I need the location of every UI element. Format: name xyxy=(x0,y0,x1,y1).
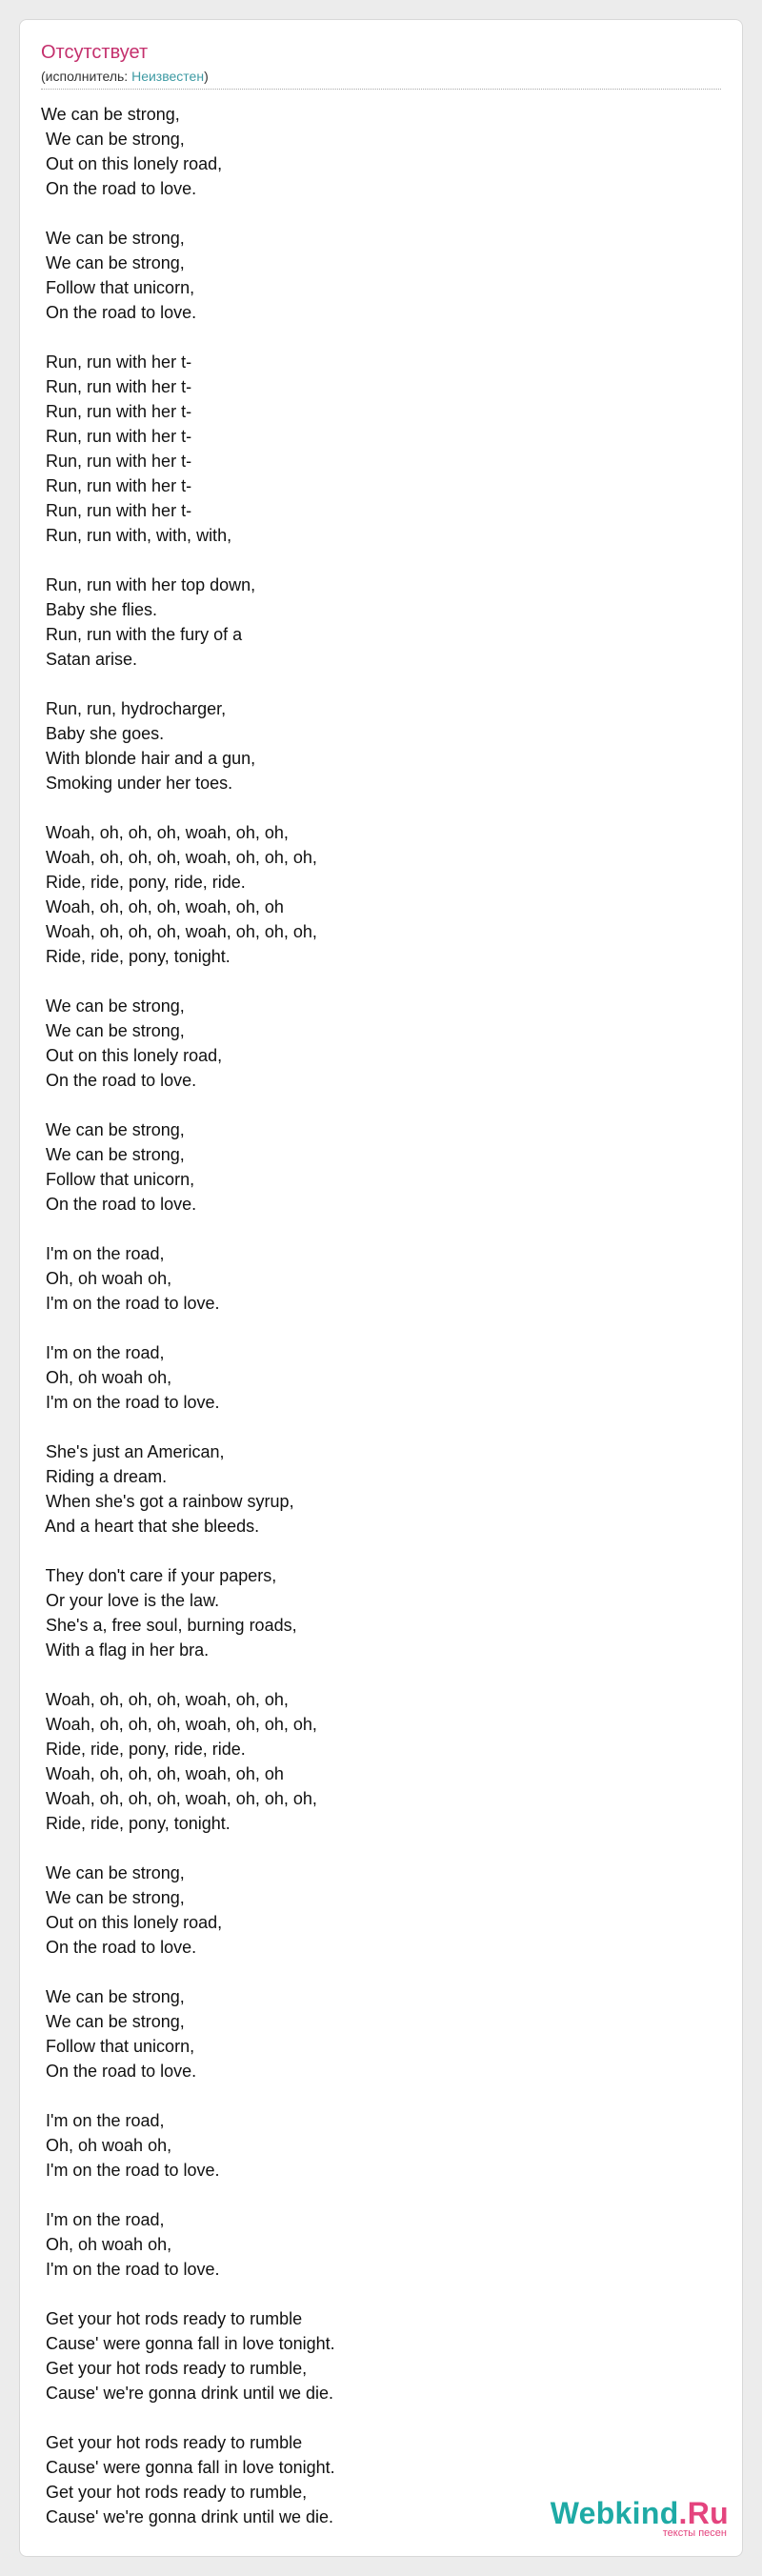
lyric-line: We can be strong, xyxy=(41,1987,185,2006)
lyric-line: Baby she flies. xyxy=(41,600,158,619)
artist-suffix: ) xyxy=(204,69,209,84)
lyric-line: Follow that unicorn, xyxy=(41,2037,195,2056)
stanza-gap xyxy=(41,1539,708,1563)
lyric-line: I'm on the road, xyxy=(41,1244,165,1263)
lyric-line: With a flag in her bra. xyxy=(41,1640,210,1660)
lyric-line: We can be strong, xyxy=(41,253,185,272)
stanza-gap xyxy=(41,1960,708,1984)
stanza-gap xyxy=(41,969,708,994)
lyric-line: Woah, oh, oh, oh, woah, oh, oh, oh, xyxy=(41,1715,317,1734)
lyric-line: We can be strong, xyxy=(41,229,185,248)
lyric-line: Get your hot rods ready to rumble, xyxy=(41,2483,308,2502)
lyric-line: She's just an American, xyxy=(41,1442,225,1461)
lyric-line: Oh, oh woah oh, xyxy=(41,2136,172,2155)
lyric-line: Riding a dream. xyxy=(41,1467,168,1486)
lyric-line: When she's got a rainbow syrup, xyxy=(41,1492,294,1511)
lyric-line: Woah, oh, oh, oh, woah, oh, oh, oh, xyxy=(41,922,317,941)
site-logo[interactable] xyxy=(551,2497,729,2539)
lyric-line: Get your hot rods ready to rumble, xyxy=(41,2359,308,2378)
lyric-line: Run, run with her t- xyxy=(41,377,192,396)
lyric-line: Get your hot rods ready to rumble xyxy=(41,2309,303,2328)
stanza-gap xyxy=(41,325,708,350)
stanza-gap xyxy=(41,1316,708,1340)
lyric-line: We can be strong, xyxy=(41,105,180,124)
lyric-line: I'm on the road, xyxy=(41,1343,165,1362)
lyric-line: We can be strong, xyxy=(41,1863,185,1882)
lyric-line: Out on this lonely road, xyxy=(41,1913,223,1932)
lyric-line: Ride, ride, pony, tonight. xyxy=(41,1814,231,1833)
lyric-line: Cause' we're gonna drink until we die. xyxy=(41,2507,334,2526)
lyric-line: Woah, oh, oh, oh, woah, oh, oh, xyxy=(41,1690,289,1709)
artist-link[interactable]: Неизвестен xyxy=(131,69,205,84)
lyric-line: They don't care if your papers, xyxy=(41,1566,277,1585)
lyric-line: Run, run with her t- xyxy=(41,501,192,520)
lyric-line: Run, run with the fury of a xyxy=(41,625,243,644)
lyric-line: Get your hot rods ready to rumble xyxy=(41,2433,303,2452)
lyrics-body xyxy=(41,102,708,2529)
lyric-line: We can be strong, xyxy=(41,996,185,1016)
lyric-line: She's a, free soul, burning roads, xyxy=(41,1616,297,1635)
lyric-line: Smoking under her toes. xyxy=(41,774,233,793)
lyric-line: Oh, oh woah oh, xyxy=(41,1368,172,1387)
stanza-gap xyxy=(41,1836,708,1861)
lyric-line: Ride, ride, pony, tonight. xyxy=(41,947,231,966)
title-divider xyxy=(41,89,721,90)
stanza-gap xyxy=(41,1415,708,1439)
lyric-line: Oh, oh woah oh, xyxy=(41,1269,172,1288)
lyric-line: Cause' we're gonna drink until we die. xyxy=(41,2384,334,2403)
lyric-line: We can be strong, xyxy=(41,2012,185,2031)
logo-tagline: тексты песен xyxy=(662,2527,727,2539)
lyric-line: On the road to love. xyxy=(41,1195,197,1214)
lyric-line: Follow that unicorn, xyxy=(41,278,195,297)
lyric-line: On the road to love. xyxy=(41,2062,197,2081)
lyric-line: I'm on the road to love. xyxy=(41,1294,220,1313)
stanza-gap xyxy=(41,795,708,820)
lyric-line: Out on this lonely road, xyxy=(41,1046,223,1065)
lyric-line: And a heart that she bleeds. xyxy=(41,1517,260,1536)
logo-wordmark xyxy=(551,2497,729,2529)
lyric-line: Ride, ride, pony, ride, ride. xyxy=(41,1740,246,1759)
lyric-line: Cause' were gonna fall in love tonight. xyxy=(41,2334,335,2353)
lyric-line: Woah, oh, oh, oh, woah, oh, oh, oh, xyxy=(41,848,317,867)
lyric-line: Baby she goes. xyxy=(41,724,165,743)
song-title: Отсутствует xyxy=(41,42,149,63)
lyric-line: Satan arise. xyxy=(41,650,138,669)
stanza-gap xyxy=(41,548,708,573)
lyric-line: I'm on the road, xyxy=(41,2111,165,2130)
lyric-line: Or your love is the law. xyxy=(41,1591,220,1610)
lyric-line: We can be strong, xyxy=(41,1145,185,1164)
lyric-line: On the road to love. xyxy=(41,179,197,198)
stanza-gap xyxy=(41,2405,708,2430)
artist-prefix: (исполнитель: xyxy=(41,69,132,84)
logo-tld: .Ru xyxy=(678,2496,729,2530)
lyric-line: Follow that unicorn, xyxy=(41,1170,195,1189)
lyric-line: Run, run, hydrocharger, xyxy=(41,699,227,718)
stanza-gap xyxy=(41,2183,708,2207)
lyric-line: Run, run with her t- xyxy=(41,352,192,372)
lyric-line: We can be strong, xyxy=(41,130,185,149)
stanza-gap xyxy=(41,2282,708,2306)
lyric-line: I'm on the road to love. xyxy=(41,2260,220,2279)
lyric-line: We can be strong, xyxy=(41,1120,185,1139)
lyric-line: On the road to love. xyxy=(41,303,197,322)
lyric-line: On the road to love. xyxy=(41,1071,197,1090)
lyric-line: We can be strong, xyxy=(41,1888,185,1907)
lyric-line: I'm on the road to love. xyxy=(41,1393,220,1412)
lyrics-card xyxy=(19,19,743,2557)
lyric-line: Run, run with her t- xyxy=(41,402,192,421)
lyric-line: Out on this lonely road, xyxy=(41,154,223,173)
lyric-line: With blonde hair and a gun, xyxy=(41,749,256,768)
lyric-line: Run, run with her t- xyxy=(41,476,192,495)
lyric-line: Ride, ride, pony, ride, ride. xyxy=(41,873,246,892)
stanza-gap xyxy=(41,1217,708,1241)
lyric-line: I'm on the road to love. xyxy=(41,2161,220,2180)
lyric-line: Woah, oh, oh, oh, woah, oh, oh xyxy=(41,897,284,916)
lyric-line: On the road to love. xyxy=(41,1938,197,1957)
lyric-line: Woah, oh, oh, oh, woah, oh, oh xyxy=(41,1764,284,1783)
lyric-line: Woah, oh, oh, oh, woah, oh, oh, oh, xyxy=(41,1789,317,1808)
lyric-line: Run, run with her t- xyxy=(41,427,192,446)
lyric-line: Run, run with her top down, xyxy=(41,575,256,594)
lyric-line: We can be strong, xyxy=(41,1021,185,1040)
lyric-line: Run, run with her t- xyxy=(41,452,192,471)
lyric-line: Woah, oh, oh, oh, woah, oh, oh, xyxy=(41,823,289,842)
lyric-line: Oh, oh woah oh, xyxy=(41,2235,172,2254)
artist-line xyxy=(41,68,209,85)
stanza-gap xyxy=(41,1662,708,1687)
lyric-line: Run, run with, with, with, xyxy=(41,526,232,545)
logo-name: Webkind xyxy=(550,2496,679,2530)
lyric-line: I'm on the road, xyxy=(41,2210,165,2229)
stanza-gap xyxy=(41,201,708,226)
stanza-gap xyxy=(41,1093,708,1117)
stanza-gap xyxy=(41,672,708,696)
stanza-gap xyxy=(41,2083,708,2108)
lyric-line: Cause' were gonna fall in love tonight. xyxy=(41,2458,335,2477)
